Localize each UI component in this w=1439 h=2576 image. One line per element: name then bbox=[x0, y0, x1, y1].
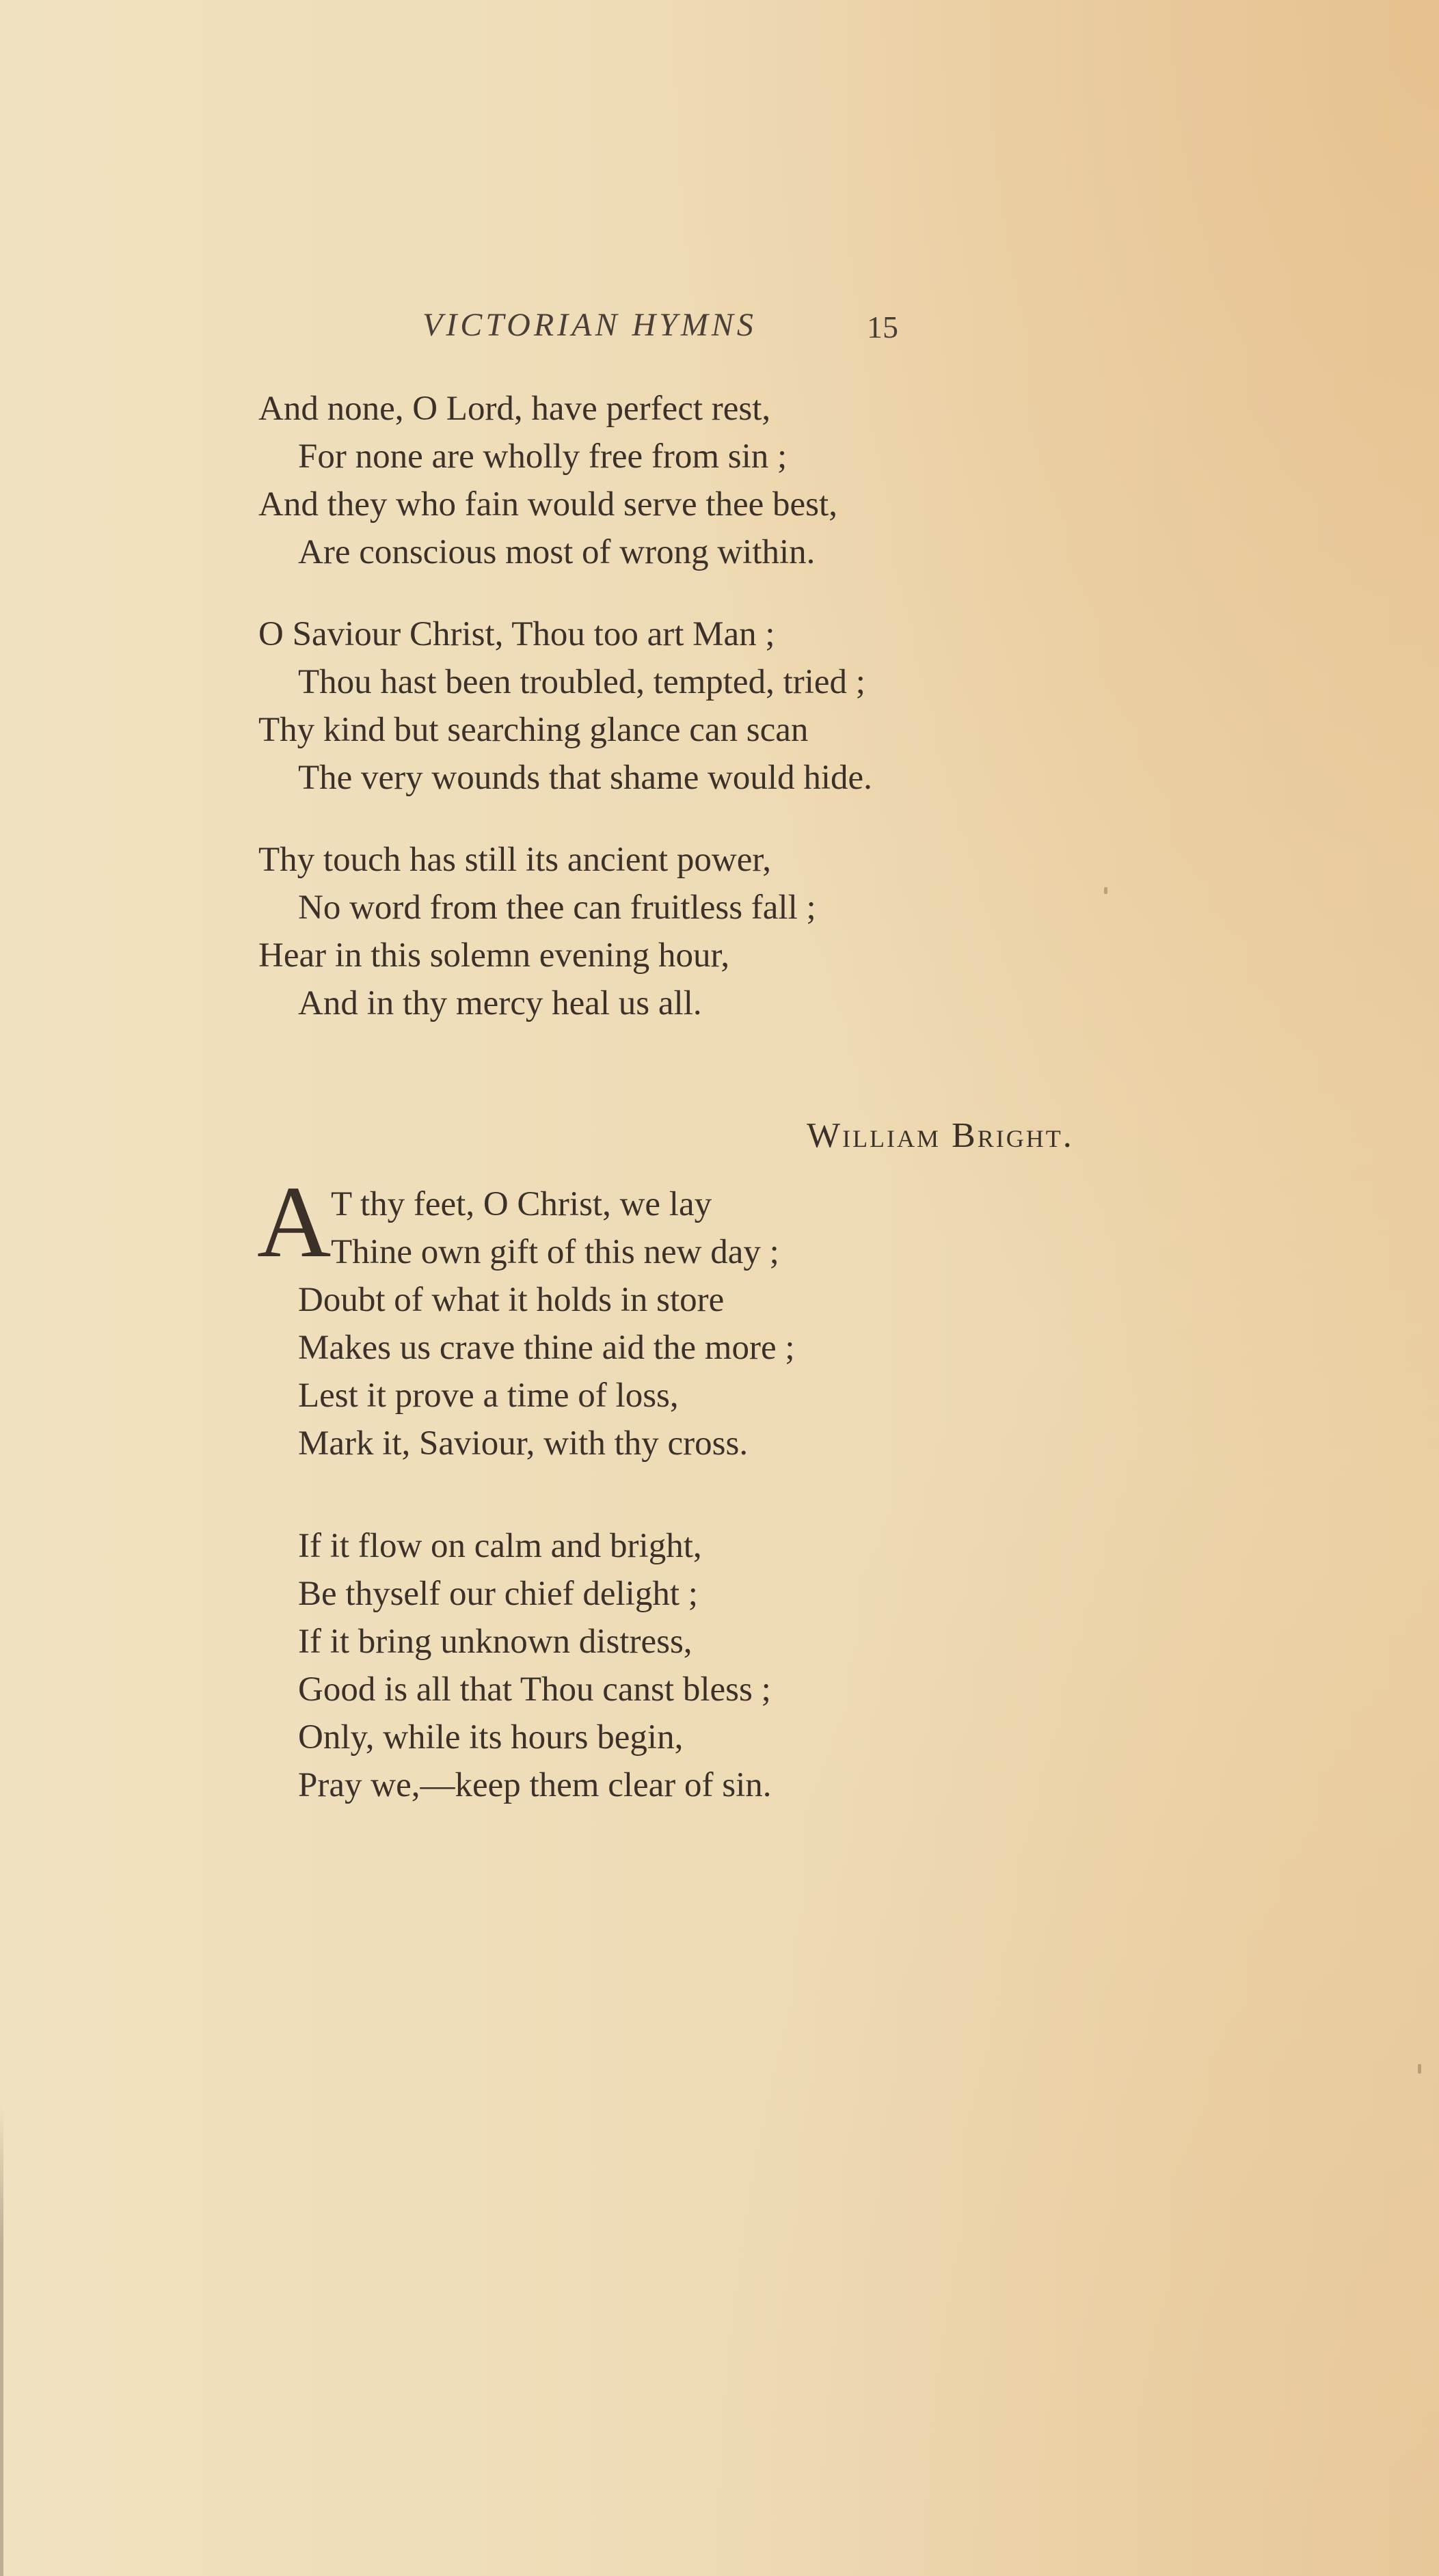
verse-line: O Saviour Christ, Thou too art Man ; bbox=[258, 615, 775, 653]
verse-line: Thou hast been troubled, tempted, tried ; bbox=[298, 663, 865, 701]
verse-line: And they who fain would serve thee best, bbox=[258, 485, 837, 524]
running-title: VICTORIAN HYMNS bbox=[422, 307, 757, 343]
verse-line: And in thy mercy heal us all. bbox=[298, 984, 702, 1022]
verse-line: Good is all that Thou canst bless ; bbox=[298, 1670, 771, 1709]
verse-line: Thy kind but searching glance can scan bbox=[258, 711, 809, 749]
verse-line: For none are wholly free from sin ; bbox=[298, 437, 788, 476]
author-attribution: William Bright. bbox=[807, 1116, 1074, 1155]
verse-line: Lest it prove a time of loss, bbox=[298, 1377, 679, 1415]
verse-line: Are conscious most of wrong within. bbox=[298, 533, 816, 571]
verse-line: T thy feet, O Christ, we lay bbox=[331, 1185, 712, 1223]
page-edge-shadow bbox=[0, 2105, 3, 2576]
verse-line: And none, O Lord, have perfect rest, bbox=[258, 390, 771, 428]
verse-line: If it flow on calm and bright, bbox=[298, 1527, 702, 1565]
paper-speck bbox=[1418, 2064, 1421, 2074]
verse-line: Thine own gift of this new day ; bbox=[331, 1233, 779, 1271]
verse-line: Be thyself our chief delight ; bbox=[298, 1575, 698, 1613]
verse-line: Thy touch has still its ancient power, bbox=[258, 841, 772, 879]
verse-line: No word from thee can fruitless fall ; bbox=[298, 889, 816, 927]
verse-line: Mark it, Saviour, with thy cross. bbox=[298, 1424, 749, 1463]
drop-cap: A bbox=[257, 1165, 332, 1279]
verse-line: Only, while its hours begin, bbox=[298, 1718, 684, 1757]
paper-speck bbox=[1104, 887, 1107, 894]
page-number: 15 bbox=[867, 310, 898, 344]
verse-line: The very wounds that shame would hide. bbox=[298, 759, 872, 797]
verse-line: Hear in this solemn evening hour, bbox=[258, 936, 730, 975]
verse-line: Makes us crave thine aid the more ; bbox=[298, 1329, 795, 1367]
verse-line: Pray we,—keep them clear of sin. bbox=[298, 1766, 772, 1804]
verse-line: Doubt of what it holds in store bbox=[298, 1281, 725, 1319]
verse-line: If it bring unknown distress, bbox=[298, 1623, 692, 1661]
